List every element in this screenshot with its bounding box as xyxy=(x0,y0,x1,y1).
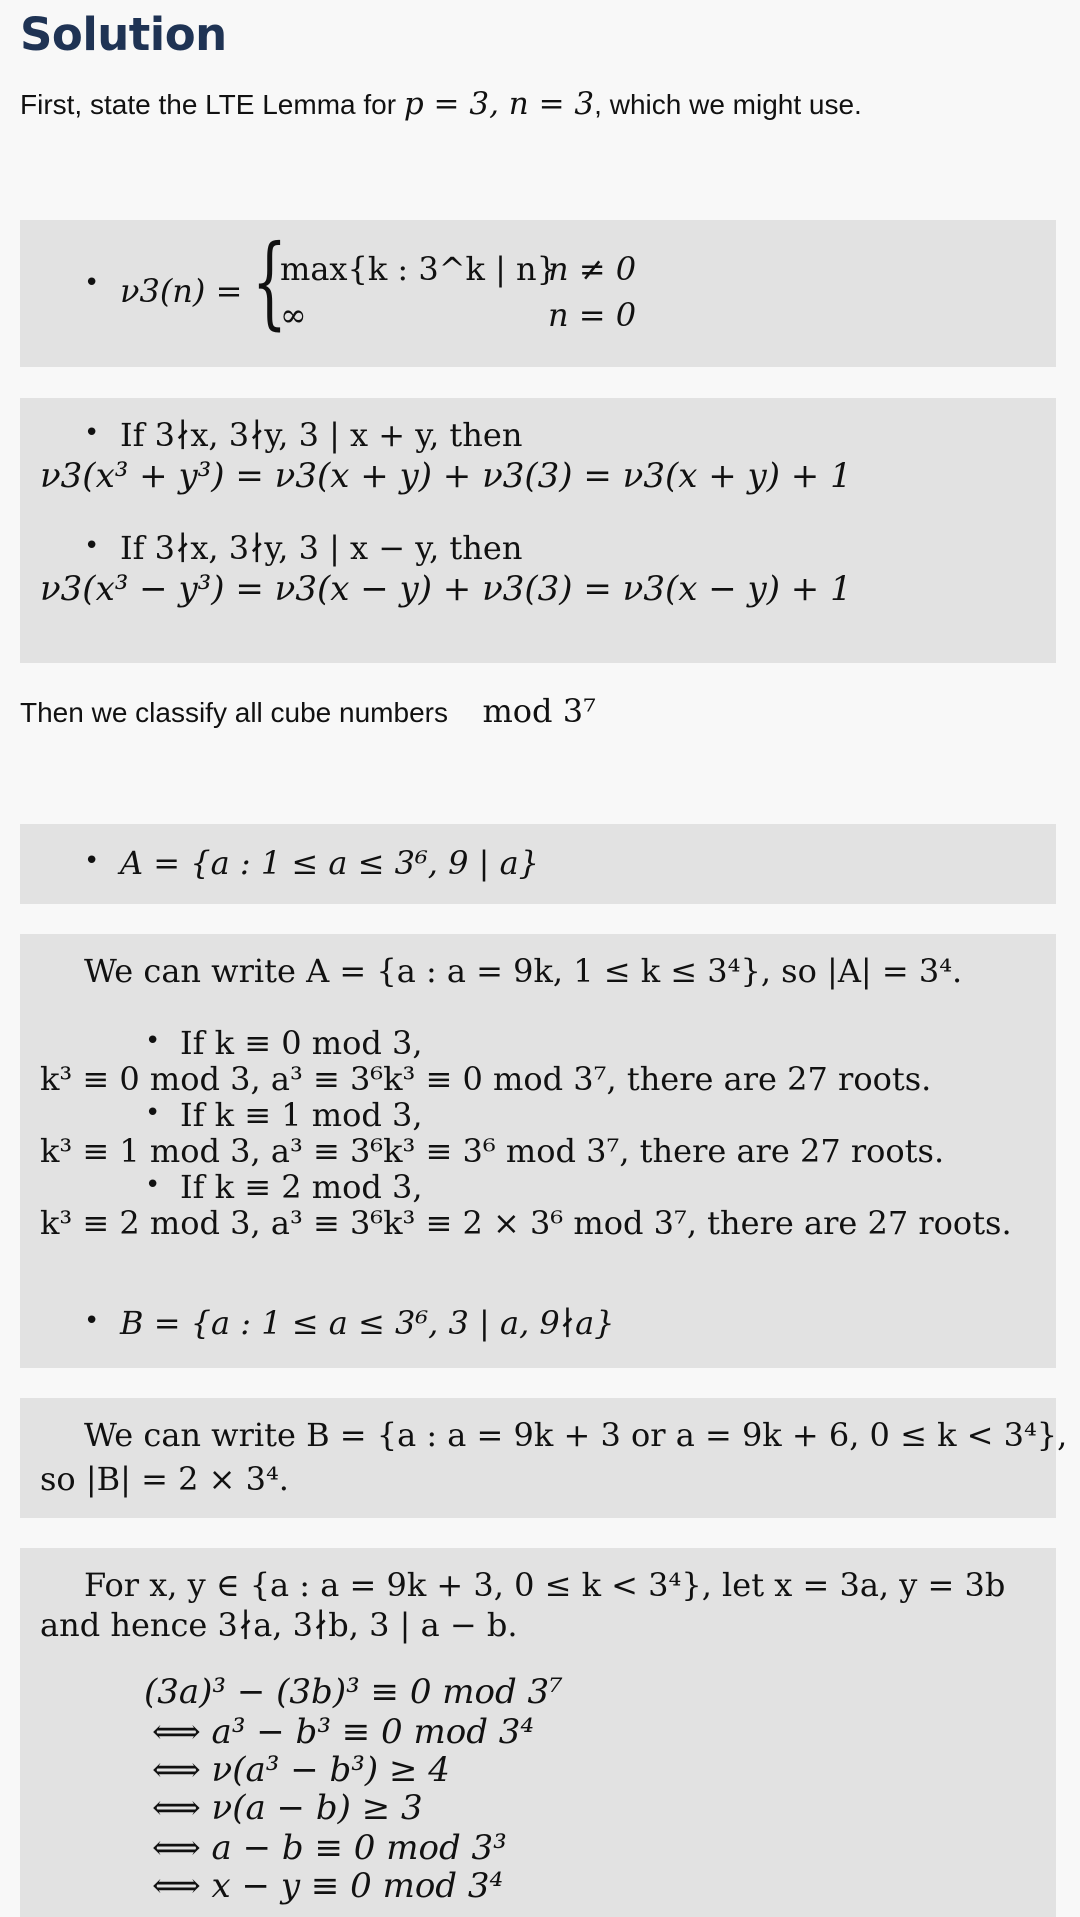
k1-condition: If k ≡ 1 mod 3, xyxy=(180,1096,423,1134)
bullet-icon: • xyxy=(84,1306,100,1336)
derivation-step: ⟺ a − b ≡ 0 mod 3³ xyxy=(152,1828,507,1868)
bullet-icon: • xyxy=(84,418,100,448)
lte-if2-result: ν3(x³ − y³) = ν3(x − y) + ν3(3) = ν3(x − y) + 1 xyxy=(40,569,852,609)
case-b-write: We can write B = {a : a = 9k + 3 or a = 9k + 6, 0 ≤ k < 3⁴}, xyxy=(84,1416,1068,1454)
lte-if1-condition: If 3∤x, 3∤y, 3 | x + y, then xyxy=(120,416,523,454)
final-line1: For x, y ∈ {a : a = 9k + 3, 0 ≤ k < 3⁴}, let x = 3a, y = 3b xyxy=(84,1566,1006,1604)
k2-result: k³ ≡ 2 mod 3, a³ ≡ 3⁶k³ ≡ 2 × 3⁶ mod 3⁷, there are 27 roots. xyxy=(40,1204,1012,1242)
set-b-definition: B = {a : 1 ≤ a ≤ 3⁶, 3 | a, 9∤a} xyxy=(120,1304,615,1342)
valuation-definition-box xyxy=(20,220,1056,367)
lte-lemma-box xyxy=(20,398,1056,663)
bullet-icon: • xyxy=(84,268,100,298)
bullet-icon: • xyxy=(84,846,100,876)
final-derivation-box xyxy=(20,1548,1056,1917)
case2-cond: n = 0 xyxy=(548,296,637,334)
intro-paragraph xyxy=(20,86,862,122)
derivation-step: ⟺ x − y ≡ 0 mod 3⁴ xyxy=(152,1866,504,1906)
k0-condition: If k ≡ 0 mod 3, xyxy=(180,1024,423,1062)
set-a-box xyxy=(20,824,1056,904)
case-a-write: We can write A = {a : a = 9k, 1 ≤ k ≤ 3⁴}, so |A| = 3⁴. xyxy=(84,952,963,990)
lte-if2-condition: If 3∤x, 3∤y, 3 | x − y, then xyxy=(120,529,523,567)
intro-math: p = 3, n = 3 xyxy=(403,86,595,122)
case-b-size: so |B| = 2 × 3⁴. xyxy=(40,1460,289,1498)
derivation-step: ⟺ ν(a − b) ≥ 3 xyxy=(152,1788,423,1828)
case1-expr: max{k : 3^k | n} xyxy=(280,250,557,288)
k0-result: k³ ≡ 0 mod 3, a³ ≡ 3⁶k³ ≡ 0 mod 3⁷, there are 27 roots. xyxy=(40,1060,932,1098)
classify-paragraph xyxy=(20,692,596,730)
intro-text-before: First, state the LTE Lemma for xyxy=(20,89,397,120)
bullet-icon: • xyxy=(145,1026,161,1056)
valuation-lhs: ν3(n) = xyxy=(120,272,243,310)
intro-text-after: , which we might use. xyxy=(594,89,862,120)
final-line2: and hence 3∤a, 3∤b, 3 | a − b. xyxy=(40,1606,518,1644)
classify-text: Then we classify all cube numbers xyxy=(20,697,448,728)
derivation-step: ⟺ ν(a³ − b³) ≥ 4 xyxy=(152,1750,450,1790)
set-a-definition: A = {a : 1 ≤ a ≤ 3⁶, 9 | a} xyxy=(120,844,540,882)
case1-cond: n ≠ 0 xyxy=(548,250,637,288)
case-b-box xyxy=(20,1398,1068,1518)
page-title: Solution xyxy=(20,8,227,61)
classify-math: mod 3⁷ xyxy=(482,692,596,730)
derivation-step: ⟺ a³ − b³ ≡ 0 mod 3⁴ xyxy=(152,1712,535,1752)
lte-if1-result: ν3(x³ + y³) = ν3(x + y) + ν3(3) = ν3(x + y) + 1 xyxy=(40,456,852,496)
bullet-icon: • xyxy=(145,1170,161,1200)
bullet-icon: • xyxy=(84,531,100,561)
k2-condition: If k ≡ 2 mod 3, xyxy=(180,1168,423,1206)
case-a-box xyxy=(20,934,1056,1368)
left-brace: { xyxy=(252,223,287,340)
case2-expr: ∞ xyxy=(280,296,307,334)
derivation-step: (3a)³ − (3b)³ ≡ 0 mod 3⁷ xyxy=(144,1672,563,1712)
bullet-icon: • xyxy=(145,1098,161,1128)
k1-result: k³ ≡ 1 mod 3, a³ ≡ 3⁶k³ ≡ 3⁶ mod 3⁷, there are 27 roots. xyxy=(40,1132,945,1170)
